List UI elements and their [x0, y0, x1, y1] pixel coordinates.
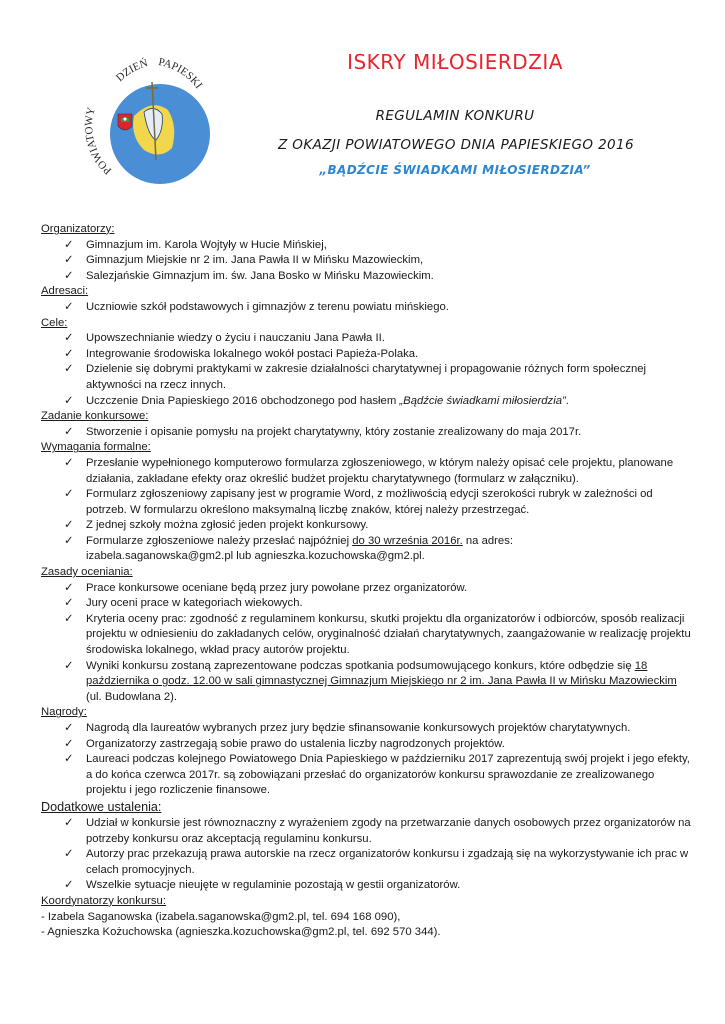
checkmark-icon: ✓: [64, 238, 74, 251]
checkmark-icon: ✓: [64, 269, 74, 282]
section-title: Adresaci:: [41, 285, 89, 298]
regulations-body: [41, 222, 691, 941]
list-item: ✓ Formularz zgłoszeniowy zapisany jest w programie Word, z możliwością edycji szerokości rubryk w zależności od potrzeb. W formularzu określono maksymalną liczbę znaków, której należy przestrzegać.: [64, 488, 653, 516]
deadline-date: do 30 września 2016r.: [352, 534, 463, 547]
motto-quote: „Bądźcie świadkami miłosierdzia”: [399, 394, 566, 407]
list-item: ✓ Organizatorzy zastrzegają sobie prawo do ustalenia liczby nagrodzonych projektów.: [41, 737, 691, 753]
coat-of-arms: [118, 114, 132, 130]
list-item: ✓ Jury oceni prace w kategoriach wiekowych.: [41, 596, 691, 612]
list-item: ✓ Z jednej szkoły można zgłosić jeden projekt konkursowy.: [41, 518, 691, 534]
checkmark-icon: ✓: [64, 519, 74, 532]
section-wymagania: [41, 440, 691, 565]
document-subtitle: REGULAMIN KONKURU: [375, 108, 535, 124]
submission-emails: izabela.saganowska@gm2.pl lub agnieszka.kozuchowska@gm2.pl.: [86, 550, 425, 563]
checkmark-icon: ✓: [64, 394, 74, 407]
section-title: Dodatkowe ustalenia:: [41, 799, 162, 814]
coordinator-line: - Izabela Saganowska (izabela.saganowska@gm2.pl, tel. 694 168 090),: [41, 910, 401, 923]
section-title: Nagrody:: [41, 706, 87, 719]
checkmark-icon: ✓: [64, 753, 74, 766]
checkmark-icon: ✓: [64, 848, 74, 861]
dzien-papieski-logo: [82, 52, 220, 190]
section-title: Zasady oceniania:: [41, 566, 133, 579]
section-title: Organizatorzy:: [41, 223, 115, 235]
checkmark-icon: ✓: [64, 722, 74, 734]
list-item: ✓ Laureaci podczas kolejnego Powiatowego Dnia Papieskiego w październiku 2017 zaprezentują swój projekt i jego efekty, a do końca czerwca 2017r. są zobowiązani przesłać do organizatorów konkursu sprawozdanie ze zrealizowanego projektu i jego rozliczenie finansowe.: [64, 753, 690, 797]
list-item: ✓ Stworzenie i opisanie pomysłu na projekt charytatywny, który zostanie zrealizowany do maja 2017r.: [41, 425, 691, 441]
list-item: ✓ Kryteria oceny prac: zgodność z regulaminem konkursu, skutki projektu dla organizatorów i odbiorców, sposób realizacji projektu w odniesieniu do zakładanych celów, oryginalność działań charytatywnych, zaangażowanie w realizację projektu środowiska lokalnego, wkład pracy autorów projektu.: [64, 612, 691, 657]
list-item: ✓ Wszelkie sytuacje nieujęte w regulaminie pozostają w gestii organizatorów.: [41, 878, 691, 894]
section-zasady: [41, 565, 691, 705]
checkmark-icon: ✓: [64, 363, 74, 376]
section-title: Wymagania formalne:: [41, 441, 151, 454]
section-koordynatorzy: [41, 894, 691, 941]
list-item: ✓ Gimnazjum im. Karola Wojtyły w Hucie Mińskiej,: [41, 238, 691, 254]
list-item: ✓ Formularze zgłoszeniowe należy przesłać najpóźniej do 30 września 2016r. na adres: izabela.saganowska@gm2.pl lub agnieszka.kozuchowska@gm2.pl.: [64, 534, 514, 563]
logo-ring-text-top: DZIEŃ: [113, 57, 150, 85]
checkmark-icon: ✓: [64, 332, 74, 345]
document-occasion: Z OKAZJI POWIATOWEGO DNIA PAPIESKIEGO 2016: [277, 137, 635, 153]
section-title: Koordynatorzy konkursu:: [41, 894, 166, 907]
checkmark-icon: ✓: [64, 456, 74, 469]
checkmark-icon: ✓: [64, 612, 74, 625]
list-item: ✓ Uczczenie Dnia Papieskiego 2016 obchodzonego pod hasłem „Bądźcie świadkami miłosierdzia”.: [41, 394, 691, 410]
checkmark-icon: ✓: [64, 425, 74, 438]
checkmark-icon: ✓: [64, 300, 74, 313]
list-item: ✓ Salezjańskie Gimnazjum im. św. Jana Bosko w Mińsku Mazowieckim.: [41, 269, 691, 285]
checkmark-icon: ✓: [64, 581, 74, 594]
checkmark-icon: ✓: [64, 879, 74, 892]
list-item: ✓ Wyniki konkursu zostaną zaprezentowane podczas spotkania podsumowującego konkurs, które odbędzie się 18 października o godz. 12.00 w sali gimnastycznej Gimnazjum Miejskiego nr 2 im. Jana Pawła II w Mińsku Mazowieckim (ul. Budowlana 2).: [64, 659, 677, 703]
list-item: ✓ Udział w konkursie jest równoznaczny z wyrażeniem zgody na przetwarzanie danych osobowych przez organizatorów na potrzeby konkursu oraz akceptacją regulaminu konkursu.: [64, 816, 691, 845]
checkmark-icon: ✓: [64, 488, 74, 501]
section-zadanie: [41, 409, 691, 440]
list-item: ✓ Gimnazjum Miejskie nr 2 im. Jana Pawła II w Mińsku Mazowieckim,: [41, 253, 691, 269]
list-item: ✓ Integrowanie środowiska lokalnego wokół postaci Papieża-Polaka.: [41, 347, 691, 363]
section-title: Cele:: [41, 316, 68, 329]
section-dodatkowe: [41, 799, 691, 894]
checkmark-icon: ✓: [64, 597, 74, 610]
logo-ring-text-left: POWIATOWY: [82, 106, 115, 177]
section-cele: [41, 316, 691, 410]
results-event: 18 października o godz. 12.00 w sali gimnastycznej Gimnazjum Miejskiego nr 2 im. Jana Pawła II w Mińsku Mazowieckim: [86, 659, 677, 688]
list-item: ✓ Nagrodą dla laureatów wybranych przez jury będzie sfinansowanie konkursowych projektów charytatywnych.: [41, 721, 691, 737]
checkmark-icon: ✓: [64, 816, 74, 829]
checkmark-icon: ✓: [64, 737, 74, 750]
list-item: ✓ Autorzy prac przekazują prawa autorskie na rzecz organizatorów konkursu i zgadzają się na wykorzystywanie ich prac w celach promocyjnych.: [64, 848, 689, 876]
section-organizatorzy: [41, 222, 691, 284]
list-item: ✓ Przesłanie wypełnionego komputerowo formularza zgłoszeniowego, w którym należy opisać cele projektu, planowane działania, zakładane efekty oraz określić budżet projektu charytatywnego (formularz w załączniku).: [64, 456, 674, 485]
logo-ring-text-right: PAPIESKI: [157, 56, 205, 91]
document-motto: „BĄDŹCIE ŚWIADKAMI MIŁOSIERDZIA”: [319, 163, 591, 177]
list-item: ✓ Uczniowie szkół podstawowych i gimnazjów z terenu powiatu mińskiego.: [41, 300, 691, 316]
checkmark-icon: ✓: [64, 659, 74, 672]
list-item: ✓ Dzielenie się dobrymi praktykami w zakresie działalności charytatywnej i propagowanie różnych form społecznej aktywności na rzecz innych.: [64, 363, 647, 391]
checkmark-icon: ✓: [64, 347, 74, 360]
section-adresaci: [41, 284, 691, 315]
checkmark-icon: ✓: [64, 534, 74, 547]
document-title: ISKRY MIŁOSIERDZIA: [347, 50, 563, 74]
section-nagrody: [41, 705, 691, 799]
checkmark-icon: ✓: [64, 254, 74, 267]
list-item: ✓ Prace konkursowe oceniane będą przez jury powołane przez organizatorów.: [41, 581, 691, 597]
list-item: ✓ Upowszechnianie wiedzy o życiu i nauczaniu Jana Pawła II.: [41, 331, 691, 347]
section-title: Zadanie konkursowe:: [41, 410, 149, 423]
coordinator-line: - Agnieszka Kożuchowska (agnieszka.kozuchowska@gm2.pl, tel. 692 570 344).: [41, 926, 441, 939]
